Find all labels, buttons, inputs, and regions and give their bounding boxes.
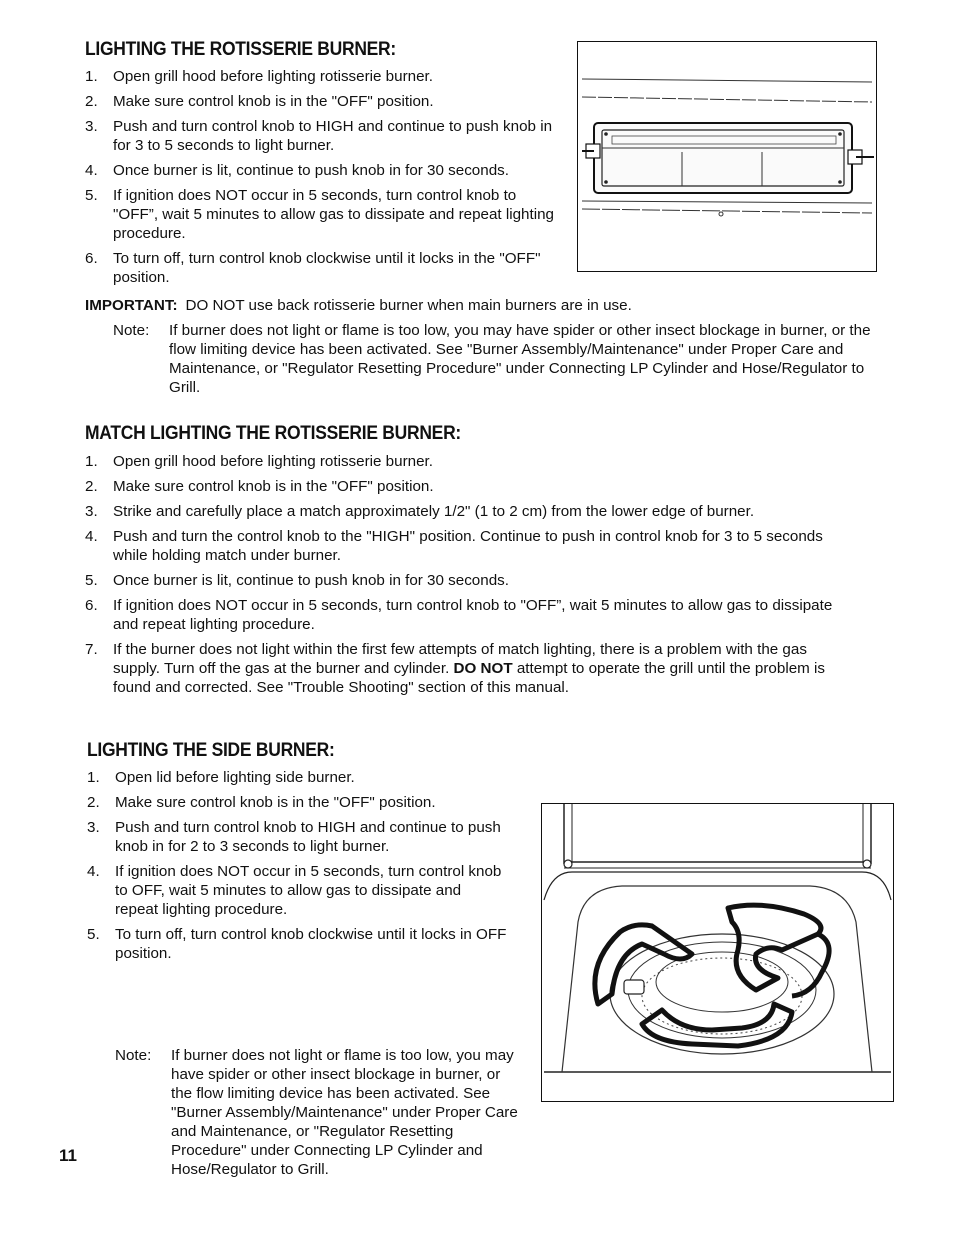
important-text: DO NOT use back rotisserie burner when main burners are in use. bbox=[185, 297, 632, 314]
note-text: If burner does not light or flame is too low, you may have spider or other insect blockage in burner, or the flow limiting device has been activated. See "Burner Assembly/Maintenance" under Proper Care and Maintenance, or "Regulator Resetting Procedure" under Connecting LP Cylinder and Hose/Regulator to Grill. bbox=[169, 322, 871, 396]
list-item: 3. Push and turn control knob to HIGH and continue to push knob in for 3 to 5 seconds to light burner. bbox=[85, 118, 553, 154]
side-burner-figure bbox=[541, 803, 894, 1102]
side-note bbox=[115, 1046, 520, 1179]
list-item: 4. Once burner is lit, continue to push knob in for 30 seconds. bbox=[85, 162, 509, 179]
match-steps bbox=[85, 452, 855, 703]
rotisserie-burner-figure bbox=[577, 41, 877, 272]
list-item: 3. Push and turn control knob to HIGH and continue to push knob in for 2 to 3 seconds to light burner. bbox=[87, 819, 501, 855]
rotisserie-note bbox=[113, 321, 875, 397]
list-item: 5. If ignition does NOT occur in 5 seconds, turn control knob to "OFF”, wait 5 minutes to allow gas to dissipate and repeat lighting procedure. bbox=[85, 187, 554, 242]
rotisserie-heading: LIGHTING THE ROTISSERIE BURNER: bbox=[85, 39, 396, 60]
list-item: 1. Open lid before lighting side burner. bbox=[87, 769, 355, 786]
page-number: 11 bbox=[59, 1146, 77, 1165]
note-label: Note: bbox=[115, 1047, 152, 1064]
important-label: IMPORTANT: bbox=[85, 297, 178, 314]
list-item: 6. To turn off, turn control knob clockwise until it locks in the "OFF" position. bbox=[85, 250, 541, 286]
list-item: 5. Once burner is lit, continue to push knob in for 30 seconds. bbox=[85, 572, 509, 589]
list-item: 7. If the burner does not light within the first few attempts of match lighting, there is a problem with the gas supply. Turn off the gas at the burner and cylinder. DO NOT attempt to operate the grill until the problem is found and corrected. See "Trouble Shooting" section of this manual. bbox=[85, 641, 825, 696]
important-notice bbox=[85, 296, 632, 315]
match-heading: MATCH LIGHTING THE ROTISSERIE BURNER: bbox=[85, 423, 461, 444]
list-item: 2. Make sure control knob is in the "OFF" position. bbox=[85, 478, 434, 495]
side-heading: LIGHTING THE SIDE BURNER: bbox=[87, 740, 335, 761]
list-item: 6. If ignition does NOT occur in 5 seconds, turn control knob to "OFF”, wait 5 minutes to allow gas to dissipate and repeat lighting procedure. bbox=[85, 597, 833, 633]
list-item: 4. If ignition does NOT occur in 5 seconds, turn control knob to OFF, wait 5 minutes to allow gas to dissipate and repeat lighting procedure. bbox=[87, 863, 502, 918]
side-burner-illustration bbox=[542, 804, 893, 1101]
list-item: 5. To turn off, turn control knob clockwise until it locks in OFF position. bbox=[87, 926, 507, 962]
list-item: 1. Open grill hood before lighting rotisserie burner. bbox=[85, 453, 433, 470]
rotisserie-steps bbox=[85, 67, 563, 293]
list-item: 2. Make sure control knob is in the "OFF" position. bbox=[85, 93, 434, 110]
list-item: 3. Strike and carefully place a match approximately 1/2" (1 to 2 cm) from the lower edge of burner. bbox=[85, 503, 755, 520]
note-label: Note: bbox=[113, 322, 150, 339]
side-steps bbox=[87, 768, 507, 969]
note-text: If burner does not light or flame is too low, you may have spider or other insect blockage in burner, or the flow limiting device has been activated. See "Burner Assembly/Maintenance" under Proper Care and Maintenance, or "Regulator Resetting Procedure" under Connecting LP Cylinder and Hose/Regulator to Grill. bbox=[171, 1047, 518, 1178]
list-item: 4. Push and turn the control knob to the "HIGH" position. Continue to push in control knob for 3 to 5 seconds while holding match under burner. bbox=[85, 528, 823, 564]
rotisserie-burner-illustration bbox=[578, 42, 876, 271]
list-item: 1. Open grill hood before lighting rotisserie burner. bbox=[85, 68, 433, 85]
list-item: 2. Make sure control knob is in the "OFF" position. bbox=[87, 794, 436, 811]
